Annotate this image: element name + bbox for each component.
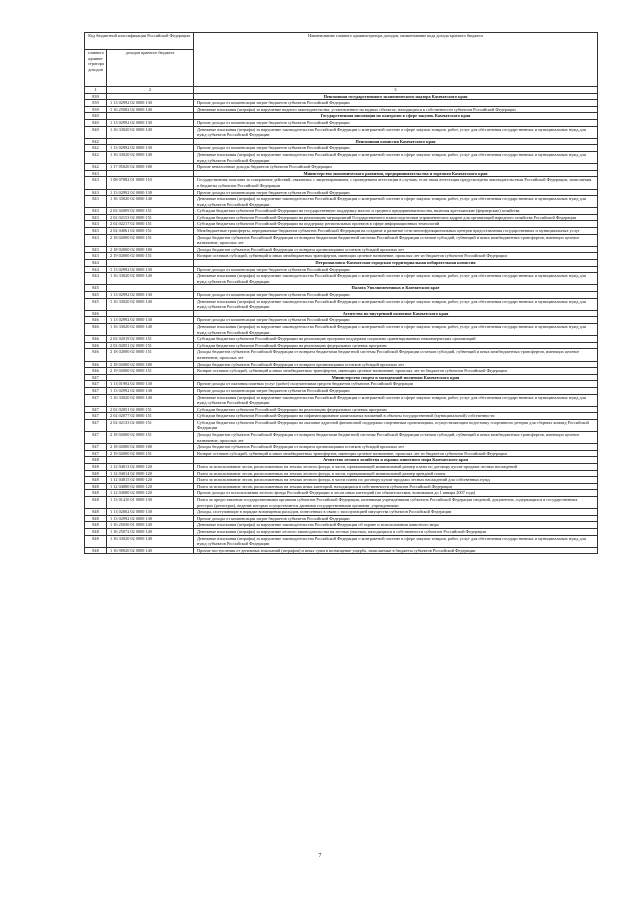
table-row <box>85 368 598 375</box>
admin-code-cell: 839 <box>85 93 107 100</box>
admin-code-cell: 847 <box>85 444 107 451</box>
name-cell: Доходы, поступающие в порядке возмещения расходов, понесенных в связи с эксплуатацией имущества субъектов Российской Федерации <box>194 509 598 516</box>
name-cell: Возврат остатков субсидий, субвенций и иных межбюджетных трансфертов, имеющих целевое назначение, прошлых лет из бюджетов субъектов Российской Федерации <box>194 450 598 457</box>
table-row <box>85 497 598 509</box>
revenue-code-cell: 2 02 02051 02 0000 151 <box>107 406 194 413</box>
page-number: 7 <box>318 853 322 859</box>
name-cell: Денежные взыскания (штрафы) за нарушение лесного законодательства на лесных участках, находящихся в собственности субъектов Российской Федерации <box>194 528 598 535</box>
revenue-code-cell: 1 13 02992 02 0000 130 <box>107 515 194 522</box>
table-row <box>85 419 598 431</box>
name-cell: Прочие доходы от компенсации затрат бюджетов субъектов Российской Федерации <box>194 317 598 324</box>
name-cell: Прочие доходы от компенсации затрат бюджетов субъектов Российской Федерации <box>194 189 598 196</box>
revenue-code-cell: 1 13 02992 02 0000 130 <box>107 266 194 273</box>
admin-code-cell: 846 <box>85 317 107 324</box>
table-row <box>85 164 598 171</box>
revenue-code-cell: 1 13 02992 02 0000 130 <box>107 387 194 394</box>
table-row <box>85 208 598 215</box>
name-cell: Плата за использование лесов, расположенных на землях лесного фонда, в части платы по договору купли-продажи лесных насаждений для собственных нужд <box>194 477 598 484</box>
name-cell: Прочие доходы от компенсации затрат бюджетов субъектов Российской Федерации <box>194 119 598 126</box>
revenue-code-cell: 1 16 33020 02 0000 140 <box>107 151 194 163</box>
admin-code-cell: 847 <box>85 381 107 388</box>
revenue-code-cell <box>107 170 194 177</box>
table-row <box>85 342 598 349</box>
header-group-cell: Код бюджетной классификации Российской Федерации <box>85 33 194 50</box>
revenue-code-cell: 2 18 02000 02 0000 151 <box>107 432 194 444</box>
admin-code-cell: 848 <box>85 490 107 497</box>
name-cell: Доходы бюджетов субъектов Российской Федерации от возврата организациями остатков субсидий прошлых лет <box>194 361 598 368</box>
table-row <box>85 361 598 368</box>
admin-code-cell: 848 <box>85 477 107 484</box>
name-cell: Денежные взыскания (штрафы) за нарушение законодательства Российской Федерации о контрактной системе в сфере закупок товаров, работ, услуг для обеспечения государственных и муниципальных нужд для нужд субъектов Российской Федерации <box>194 126 598 138</box>
name-cell: Прочие доходы от компенсации затрат бюджетов субъектов Российской Федерации <box>194 145 598 152</box>
revenue-code-cell: 1 12 04080 02 0000 120 <box>107 483 194 490</box>
section-row <box>85 310 598 317</box>
revenue-code-cell <box>107 138 194 145</box>
revenue-code-cell <box>107 457 194 464</box>
revenue-code-cell: 2 02 02217 02 0000 151 <box>107 221 194 228</box>
section-row <box>85 285 598 292</box>
table-row <box>85 106 598 113</box>
table-row <box>85 547 598 554</box>
revenue-code-cell: 1 08 07082 01 0000 110 <box>107 177 194 189</box>
admin-code-cell: 842 <box>85 138 107 145</box>
revenue-code-cell: 2 19 02000 02 0000 151 <box>107 450 194 457</box>
admin-code-cell: 843 <box>85 234 107 246</box>
name-cell: Агентство по внутренней политике Камчатского края <box>194 310 598 317</box>
revenue-code-cell: 2 02 02009 02 0000 151 <box>107 208 194 215</box>
admin-code-cell: 848 <box>85 528 107 535</box>
name-cell: Плата за использование лесов, расположенных на землях иных категорий, находящихся в собственности субъектов Российской Федерации <box>194 483 598 490</box>
admin-code-cell: 840 <box>85 119 107 126</box>
admin-code-cell: 847 <box>85 432 107 444</box>
revenue-code-cell: 1 16 33020 02 0000 140 <box>107 273 194 285</box>
name-cell: Министерство экономического развития, предпринимательства и торговли Камчатского края <box>194 170 598 177</box>
section-row <box>85 457 598 464</box>
name-cell: Возврат остатков субсидий, субвенций и иных межбюджетных трансфертов, имеющих целевое назначение, прошлых лет из бюджетов субъектов Российской Федерации <box>194 368 598 375</box>
section-row <box>85 113 598 120</box>
table-row <box>85 444 598 451</box>
name-cell: Денежные взыскания (штрафы) за нарушение законодательства Российской Федерации о контрактной системе в сфере закупок товаров, работ, услуг для обеспечения государственных и муниципальных нужд для нужд субъектов Российской Федерации <box>194 535 598 547</box>
admin-code-cell: 848 <box>85 457 107 464</box>
revenue-code-cell: 1 13 02992 02 0000 130 <box>107 317 194 324</box>
name-cell: Доходы бюджетов субъектов Российской Федерации от возврата бюджетами бюджетной системы Российской Федерации остатков субсидий, субвенций и иных межбюджетных трансфертов, имеющих целевое назначение, прошлых лет <box>194 349 598 361</box>
admin-code-cell: 842 <box>85 151 107 163</box>
admin-code-cell: 844 <box>85 273 107 285</box>
table-row <box>85 266 598 273</box>
table-row <box>85 145 598 152</box>
column-number-3: 3 <box>194 87 598 94</box>
admin-code-cell: 848 <box>85 547 107 554</box>
admin-code-cell: 845 <box>85 292 107 299</box>
admin-code-cell: 847 <box>85 394 107 406</box>
table-row <box>85 336 598 343</box>
table-row <box>85 413 598 420</box>
revenue-code-cell: 2 18 02000 02 0000 151 <box>107 349 194 361</box>
admin-code-cell: 846 <box>85 368 107 375</box>
revenue-code-cell: 1 12 04013 02 0000 120 <box>107 464 194 471</box>
name-cell: Субсидии бюджетам субъектов Российской Федерации на софинансирование капитальных вложений в объекты государственной (муниципальной) собственности <box>194 413 598 420</box>
admin-code-cell: 846 <box>85 336 107 343</box>
admin-code-cell: 846 <box>85 349 107 361</box>
admin-code-cell: 843 <box>85 228 107 235</box>
table-row <box>85 387 598 394</box>
table-row <box>85 483 598 490</box>
table-row <box>85 126 598 138</box>
name-cell: Государственная пошлина за совершение действий, связанных с лицензированием, с проведением аттестации в случаях, если такая аттестация предусмотрена законодательством Российской Федерации, зачисляемая в бюджеты субъектов Российской Федерации <box>194 177 598 189</box>
revenue-code-cell <box>107 260 194 267</box>
name-cell: Прочие доходы от компенсации затрат бюджетов субъектов Российской Федерации <box>194 292 598 299</box>
name-cell: Межбюджетные трансферты, передаваемые бюджетам субъектов Российской Федерации на создание и развитие сети многофункциональных центров предоставления государственных и муниципальных услуг <box>194 228 598 235</box>
table-row <box>85 477 598 484</box>
revenue-code-cell: 1 13 01410 01 0000 130 <box>107 497 194 509</box>
name-cell: Пенсионная государственного экономического надзора Камчатского края <box>194 93 598 100</box>
name-cell: Денежные взыскания (штрафы) за нарушение законодательства Российской Федерации о контрактной системе в сфере закупок товаров, работ, услуг для обеспечения государственных и муниципальных нужд для нужд субъектов Российской Федерации <box>194 151 598 163</box>
revenue-code-cell: 2 02 02153 02 0000 151 <box>107 214 194 221</box>
name-cell: Субсидии бюджетам субъектов Российской Федерации на реализацию программ поддержки социально ориентированных некоммерческих организаций <box>194 336 598 343</box>
revenue-code-cell: 1 13 02992 02 0000 130 <box>107 189 194 196</box>
admin-code-cell: 845 <box>85 298 107 310</box>
revenue-code-cell: 2 18 02000 02 0000 151 <box>107 234 194 246</box>
revenue-code-cell: 1 16 33020 02 0000 140 <box>107 394 194 406</box>
name-cell: Субсидии бюджетам субъектов Российской Федерации на оказание адресной финансовой поддержки спортивным организациям, осуществляющим подготовку спортивного резерва для сборных команд Российской Федерации <box>194 419 598 431</box>
header-revenue-cell: доходов краевого бюджета <box>107 50 194 87</box>
admin-code-cell: 843 <box>85 221 107 228</box>
name-cell: Субсидии бюджетам субъектов Российской Федерации на реализацию мероприятий Государственного плана подготовки управленческих кадров для организаций народного хозяйства Российской Федерации <box>194 214 598 221</box>
table-row <box>85 228 598 235</box>
name-cell: Доходы бюджетов субъектов Российской Федерации от возврата организациями остатков субсидий прошлых лет <box>194 444 598 451</box>
table-row <box>85 221 598 228</box>
revenue-code-cell: 1 16 25082 02 0000 140 <box>107 106 194 113</box>
revenue-codes-table <box>84 32 598 554</box>
table-row <box>85 298 598 310</box>
admin-code-cell: 847 <box>85 419 107 431</box>
name-cell: Субсидии бюджетам субъектов Российской Федерации на государственную поддержку малого и среднего предпринимательства, включая крестьянские (фермерские) хозяйства <box>194 208 598 215</box>
admin-code-cell: 848 <box>85 509 107 516</box>
admin-code-cell: 843 <box>85 253 107 260</box>
revenue-code-cell: 1 13 02992 02 0000 130 <box>107 100 194 107</box>
revenue-code-cell: 2 02 04061 02 0000 151 <box>107 228 194 235</box>
admin-code-cell: 843 <box>85 189 107 196</box>
name-cell: Субсидии бюджетам субъектов Российской Федерации на реализацию федеральных целевых программ <box>194 342 598 349</box>
revenue-code-cell: 1 16 33020 02 0000 140 <box>107 126 194 138</box>
section-row <box>85 93 598 100</box>
table-row <box>85 515 598 522</box>
name-cell: Пенсионная комиссия Камчатского края <box>194 138 598 145</box>
admin-code-cell: 840 <box>85 113 107 120</box>
revenue-code-cell: 2 18 02000 02 0000 180 <box>107 444 194 451</box>
table-row <box>85 522 598 529</box>
table-row <box>85 189 598 196</box>
table-row <box>85 214 598 221</box>
name-cell: Денежные взыскания (штрафы) за нарушение законодательства Российской Федерации о контрактной системе в сфере закупок товаров, работ, услуг для обеспечения государственных и муниципальных нужд для нужд субъектов Российской Федерации <box>194 394 598 406</box>
table-row <box>85 119 598 126</box>
name-cell: Государственная инспекция по контролю в сфере закупок Камчатского края <box>194 113 598 120</box>
table-row <box>85 450 598 457</box>
admin-code-cell: 848 <box>85 497 107 509</box>
table-row <box>85 381 598 388</box>
name-cell: Прочие доходы от оказания платных услуг (работ) получателями средств бюджетов субъектов Российской Федерации <box>194 381 598 388</box>
admin-code-cell: 847 <box>85 387 107 394</box>
table-row <box>85 464 598 471</box>
section-row <box>85 170 598 177</box>
admin-code-cell: 844 <box>85 260 107 267</box>
name-cell: Петропавловск-Камчатская городская территориальная избирательная комиссия <box>194 260 598 267</box>
admin-code-cell: 847 <box>85 413 107 420</box>
table-row <box>85 349 598 361</box>
name-cell: Доходы бюджетов субъектов Российской Федерации от возврата бюджетами бюджетной системы Российской Федерации остатков субсидий, субвенций и иных межбюджетных трансфертов, имеющих целевое назначение, прошлых лет <box>194 234 598 246</box>
name-cell: Денежные взыскания (штрафы) за нарушение водного законодательства, установленное на водных объектах, находящихся в собственности субъектов Российской Федерации <box>194 106 598 113</box>
admin-code-cell: 843 <box>85 246 107 253</box>
section-row <box>85 138 598 145</box>
admin-code-cell: 839 <box>85 106 107 113</box>
header-admin-cell: главного админи-стратора доходов <box>85 50 107 87</box>
admin-code-cell: 848 <box>85 470 107 477</box>
table-row <box>85 509 598 516</box>
revenue-code-cell: 2 18 02000 02 0000 180 <box>107 246 194 253</box>
revenue-code-cell: 1 13 02992 02 0000 130 <box>107 145 194 152</box>
name-cell: Плата за использование лесов, расположенных на землях лесного фонда, в части, превышающей минимальный размер платы по договору купли-продажи лесных насаждений <box>194 464 598 471</box>
table-row <box>85 292 598 299</box>
revenue-code-cell: 1 12 04015 02 0000 120 <box>107 477 194 484</box>
header-name-cell: Наименование главного администратора доходов, наименование кода дохода краевого бюджета <box>194 33 598 87</box>
table-row <box>85 100 598 107</box>
revenue-code-cell: 1 13 01992 02 0000 130 <box>107 381 194 388</box>
admin-code-cell: 846 <box>85 361 107 368</box>
name-cell: Субсидии бюджетам субъектов Российской Федерации на поддержку региональных проектов в сфере информационных технологий <box>194 221 598 228</box>
name-cell: Агентство лесного хозяйства и охраны животного мира Камчатского края <box>194 457 598 464</box>
name-cell: Прочие неналоговые доходы бюджетов субъектов Российской Федерации <box>194 164 598 171</box>
name-cell: Министерство спорта и молодежной политики Камчатского края <box>194 374 598 381</box>
section-row <box>85 260 598 267</box>
revenue-code-cell: 2 18 02000 02 0000 180 <box>107 361 194 368</box>
document-page <box>84 32 598 554</box>
revenue-code-cell <box>107 113 194 120</box>
revenue-code-cell: 2 02 02077 02 0000 151 <box>107 413 194 420</box>
table-row <box>85 253 598 260</box>
table-row <box>85 470 598 477</box>
admin-code-cell: 848 <box>85 483 107 490</box>
table-row <box>85 151 598 163</box>
name-cell: Плата за предоставление государственными органами субъектов Российской Федерации, казенными учреждениями субъектов Российской Федерации сведений, документов, содержащихся в государственных реестрах (регистрах), ведение которых осуществляется данными государственными органами, учреждениями <box>194 497 598 509</box>
revenue-code-cell: 1 16 33020 02 0000 140 <box>107 196 194 208</box>
name-cell: Прочие доходы от компенсации затрат бюджетов субъектов Российской Федерации <box>194 387 598 394</box>
name-cell: Прочие поступления от денежных взысканий (штрафов) и иных сумм в возмещение ущерба, зачисляемые в бюджеты субъектов Российской Федерации <box>194 547 598 554</box>
table-row <box>85 535 598 547</box>
column-numbers-row <box>85 87 598 94</box>
revenue-code-cell: 1 16 25030 01 0000 140 <box>107 522 194 529</box>
name-cell: Субсидии бюджетам субъектов Российской Федерации на реализацию федеральных целевых программ <box>194 406 598 413</box>
table-row <box>85 317 598 324</box>
admin-code-cell: 842 <box>85 164 107 171</box>
admin-code-cell: 847 <box>85 374 107 381</box>
table-row <box>85 273 598 285</box>
name-cell: Денежные взыскания (штрафы) за нарушение законодательства Российской Федерации о контрактной системе в сфере закупок товаров, работ, услуг для обеспечения государственных и муниципальных нужд для нужд субъектов Российской Федерации <box>194 196 598 208</box>
admin-code-cell: 840 <box>85 126 107 138</box>
column-number-2: 2 <box>107 87 194 94</box>
name-cell: Прочие доходы от компенсации затрат бюджетов субъектов Российской Федерации <box>194 515 598 522</box>
table-row <box>85 177 598 189</box>
revenue-code-cell: 1 12 04014 02 0000 120 <box>107 470 194 477</box>
admin-code-cell: 846 <box>85 323 107 335</box>
name-cell: Доходы бюджетов субъектов Российской Федерации от возврата организациями остатков субсидий прошлых лет <box>194 246 598 253</box>
admin-code-cell: 848 <box>85 515 107 522</box>
name-cell: Возврат остатков субсидий, субвенций и иных межбюджетных трансфертов, имеющих целевое назначение, прошлых лет из бюджетов субъектов Российской Федерации <box>194 253 598 260</box>
revenue-code-cell: 2 02 02133 02 0000 151 <box>107 419 194 431</box>
column-number-1: 1 <box>85 87 107 94</box>
name-cell: Прочие доходы от использования лесного фонда Российской Федерации и лесов иных категорий (по обязательствам, возникшим до 1 января 2007 года) <box>194 490 598 497</box>
admin-code-cell: 846 <box>85 342 107 349</box>
revenue-code-cell: 1 12 04080 02 0000 120 <box>107 490 194 497</box>
admin-code-cell: 846 <box>85 310 107 317</box>
revenue-code-cell: 1 17 05020 02 0000 180 <box>107 164 194 171</box>
revenue-code-cell <box>107 285 194 292</box>
table-row <box>85 196 598 208</box>
admin-code-cell: 847 <box>85 406 107 413</box>
table-row <box>85 394 598 406</box>
revenue-code-cell: 1 16 33020 02 0000 140 <box>107 298 194 310</box>
revenue-code-cell <box>107 310 194 317</box>
name-cell: Доходы бюджетов субъектов Российской Федерации от возврата бюджетами бюджетной системы Российской Федерации остатков субсидий, субвенций и иных межбюджетных трансфертов, имеющих целевое назначение, прошлых лет <box>194 432 598 444</box>
name-cell: Плата за использование лесов, расположенных на землях лесного фонда, в части, превышающей минимальный размер арендной платы <box>194 470 598 477</box>
admin-code-cell: 844 <box>85 266 107 273</box>
name-cell: Прочие доходы от компенсации затрат бюджетов субъектов Российской Федерации <box>194 266 598 273</box>
admin-code-cell: 847 <box>85 450 107 457</box>
revenue-code-cell: 1 16 90020 02 0000 140 <box>107 547 194 554</box>
revenue-code-cell: 2 19 02000 02 0000 151 <box>107 253 194 260</box>
admin-code-cell: 845 <box>85 285 107 292</box>
admin-code-cell: 843 <box>85 170 107 177</box>
admin-code-cell: 843 <box>85 208 107 215</box>
section-row <box>85 374 598 381</box>
table-row <box>85 528 598 535</box>
admin-code-cell: 843 <box>85 196 107 208</box>
name-cell: Денежные взыскания (штрафы) за нарушение законодательства Российской Федерации о контрактной системе в сфере закупок товаров, работ, услуг для обеспечения государственных и муниципальных нужд для нужд субъектов Российской Федерации <box>194 323 598 335</box>
admin-code-cell: 839 <box>85 100 107 107</box>
header-row-group <box>85 33 598 50</box>
revenue-code-cell: 1 13 02992 02 0000 130 <box>107 292 194 299</box>
revenue-code-cell: 2 19 02000 02 0000 151 <box>107 368 194 375</box>
admin-code-cell: 848 <box>85 535 107 547</box>
name-cell: Палата Уполномоченных в Камчатском крае <box>194 285 598 292</box>
table-row <box>85 406 598 413</box>
revenue-code-cell: 1 16 33020 02 0000 140 <box>107 323 194 335</box>
name-cell: Прочие доходы от компенсации затрат бюджетов субъектов Российской Федерации <box>194 100 598 107</box>
revenue-code-cell: 1 13 02062 02 0000 130 <box>107 509 194 516</box>
revenue-code-cell <box>107 374 194 381</box>
revenue-code-cell: 2 02 02051 02 0000 151 <box>107 342 194 349</box>
revenue-code-cell: 1 16 25072 02 0000 140 <box>107 528 194 535</box>
revenue-code-cell: 1 16 33020 02 0000 140 <box>107 535 194 547</box>
table-row <box>85 234 598 246</box>
table-row <box>85 323 598 335</box>
revenue-code-cell <box>107 93 194 100</box>
admin-code-cell: 848 <box>85 522 107 529</box>
table-row <box>85 246 598 253</box>
admin-code-cell: 843 <box>85 214 107 221</box>
name-cell: Денежные взыскания (штрафы) за нарушение законодательства Российской Федерации о контрактной системе в сфере закупок товаров, работ, услуг для обеспечения государственных и муниципальных нужд для нужд субъектов Российской Федерации <box>194 298 598 310</box>
table-row <box>85 432 598 444</box>
name-cell: Денежные взыскания (штрафы) за нарушение законодательства Российской Федерации об охране и использовании животного мира <box>194 522 598 529</box>
admin-code-cell: 843 <box>85 177 107 189</box>
name-cell: Денежные взыскания (штрафы) за нарушение законодательства Российской Федерации о контрактной системе в сфере закупок товаров, работ, услуг для обеспечения государственных и муниципальных нужд для нужд субъектов Российской Федерации <box>194 273 598 285</box>
admin-code-cell: 848 <box>85 464 107 471</box>
table-row <box>85 490 598 497</box>
revenue-code-cell: 1 13 02992 02 0000 130 <box>107 119 194 126</box>
revenue-code-cell: 2 02 02019 02 0000 151 <box>107 336 194 343</box>
admin-code-cell: 842 <box>85 145 107 152</box>
